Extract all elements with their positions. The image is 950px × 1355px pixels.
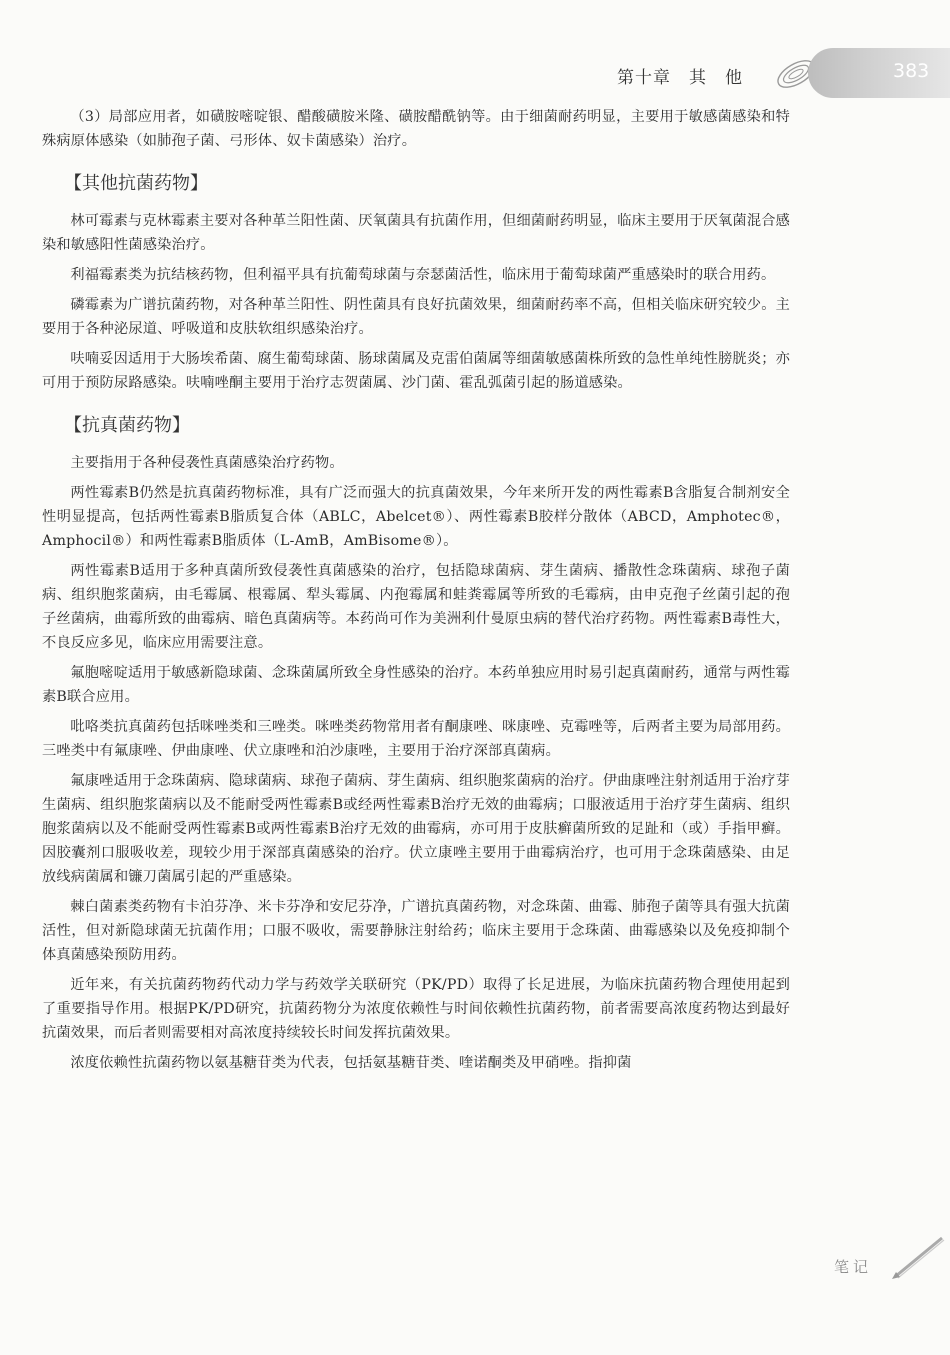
paragraph: （3）局部应用者，如磺胺嘧啶银、醋酸磺胺米隆、磺胺醋酰钠等。由于细菌耐药明显，主要用于敏感菌感染和特殊病原体感染（如肺孢子菌、弓形体、奴卡菌感染）治疗。 bbox=[42, 109, 790, 149]
paragraph: 利福霉素类为抗结核药物，但利福平具有抗葡萄球菌与奈瑟菌活性，临床用于葡萄球菌严重感染时的联合用药。 bbox=[70, 267, 776, 283]
paragraph: 近年来，有关抗菌药物药代动力学与药效学关联研究（PK/PD）取得了长足进展，为临床抗菌药物合理使用起到了重要指导作用。根据PK/PD研究，抗菌药物分为浓度依赖性与时间依赖性抗菌药物，前者需要高浓度药物达到最好抗菌效果，而后者则需要相对高浓度持续较长时间发挥抗菌效果。 bbox=[42, 977, 790, 1041]
paragraph: 主要指用于各种侵袭性真菌感染治疗药物。 bbox=[70, 455, 344, 471]
page-content bbox=[42, 105, 790, 1081]
paragraph: 氟康唑适用于念珠菌病、隐球菌病、球孢子菌病、芽生菌病、组织胞浆菌病的治疗。伊曲康唑注射剂适用于治疗芽生菌病、组织胞浆菌病以及不能耐受两性霉素B或经两性霉素B治疗无效的曲霉病；口服液适用于治疗芽生菌病、组织胞浆菌病以及不能耐受两性霉素B或两性霉素B治疗无效的曲霉病，亦可用于皮肤癣菌所致的足趾和（或）手指甲癣。因胶囊剂口服吸收差，现较少用于深部真菌感染的治疗。伏立康唑主要用于曲霉病治疗，也可用于念珠菌感染、由足放线病菌属和镰刀菌属引起的严重感染。 bbox=[42, 773, 790, 885]
paragraph: 浓度依赖性抗菌药物以氨基糖苷类为代表，包括氨基糖苷类、喹诺酮类及甲硝唑。指抑菌 bbox=[70, 1055, 632, 1071]
page-number: 383 bbox=[893, 60, 930, 82]
paragraph: 磷霉素为广谱抗菌药物，对各种革兰阳性、阴性菌具有良好抗菌效果，细菌耐药率不高，但相关临床研究较少。主要用于各种泌尿道、呼吸道和皮肤软组织感染治疗。 bbox=[42, 297, 790, 337]
paragraph: 氟胞嘧啶适用于敏感新隐球菌、念珠菌属所致全身性感染的治疗。本药单独应用时易引起真菌耐药，通常与两性霉素B联合应用。 bbox=[42, 665, 790, 705]
section-heading-antifungals: 【抗真菌药物】 bbox=[64, 415, 190, 436]
paragraph: 两性霉素B适用于多种真菌所致侵袭性真菌感染的治疗，包括隐球菌病、芽生菌病、播散性念珠菌病、球孢子菌病、组织胞浆菌病，由毛霉属、根霉属、犁头霉属、内孢霉属和蛙粪霉属等所致的毛霉病，由申克孢子丝菌引起的孢子丝菌病，曲霉所致的曲霉病、暗色真菌病等。本药尚可作为美洲利什曼原虫病的替代治疗药物。两性霉素B毒性大，不良反应多见，临床应用需要注意。 bbox=[42, 563, 790, 651]
paragraph: 两性霉素B仍然是抗真菌药物标准，具有广泛而强大的抗真菌效果，今年来所开发的两性霉素B含脂复合制剂安全性明显提高，包括两性霉素B脂质复合体（ABLC，Abelcet®）、两性霉素B胶样分散体（ABCD，Amphotec®，Amphocil®）和两性霉素B脂质体（L-AmB，AmBisome®）。 bbox=[42, 485, 790, 549]
paragraph: 吡咯类抗真菌药包括咪唑类和三唑类。咪唑类药物常用者有酮康唑、咪康唑、克霉唑等，后两者主要为局部用药。三唑类中有氟康唑、伊曲康唑、伏立康唑和泊沙康唑，主要用于治疗深部真菌病。 bbox=[42, 719, 790, 759]
paragraph: 林可霉素与克林霉素主要对各种革兰阳性菌、厌氧菌具有抗菌作用，但细菌耐药明显，临床主要用于厌氧菌混合感染和敏感阳性菌感染治疗。 bbox=[42, 213, 790, 253]
paragraph: 棘白菌素类药物有卡泊芬净、米卡芬净和安尼芬净，广谱抗真菌药物，对念珠菌、曲霉、肺孢子菌等具有强大抗菌活性，但对新隐球菌无抗菌作用；口服不吸收，需要静脉注射给药；临床主要用于念珠菌、曲霉感染以及免疫抑制个体真菌感染预防用药。 bbox=[42, 899, 790, 963]
chapter-title: 第十章 其 他 bbox=[617, 68, 743, 88]
paragraph: 呋喃妥因适用于大肠埃希菌、腐生葡萄球菌、肠球菌属及克雷伯菌属等细菌敏感菌株所致的急性单纯性膀胱炎；亦可用于预防尿路感染。呋喃唑酮主要用于治疗志贺菌属、沙门菌、霍乱弧菌引起的肠道感染。 bbox=[42, 351, 790, 391]
pencil-icon bbox=[890, 1232, 946, 1280]
section-heading-other-antibacterials: 【其他抗菌药物】 bbox=[64, 173, 208, 194]
notes-label: 笔记 bbox=[834, 1258, 873, 1276]
